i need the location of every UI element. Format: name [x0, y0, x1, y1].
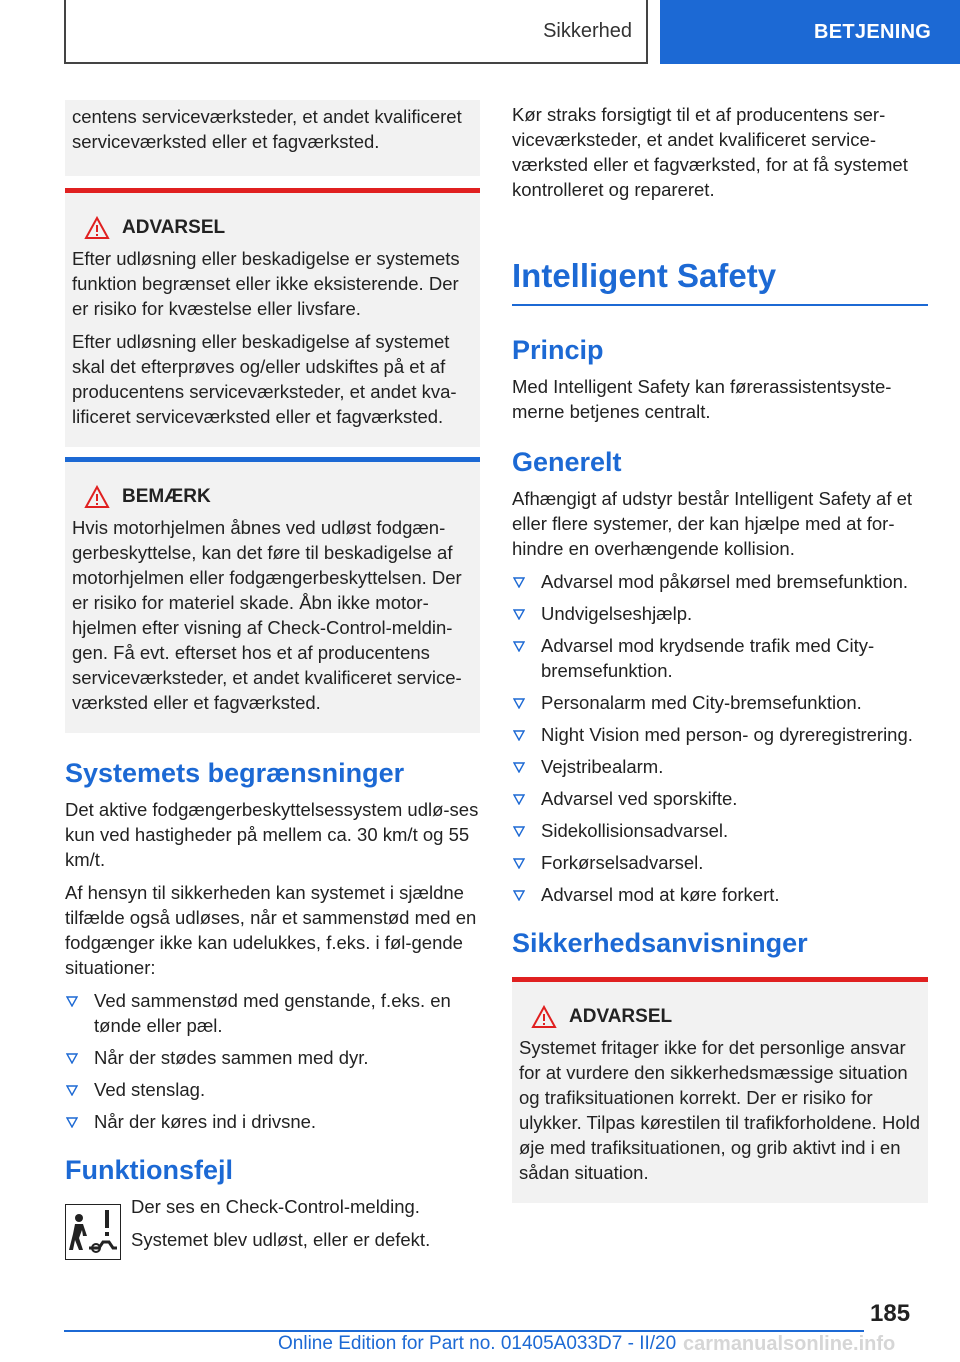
right-intro-text: Kør straks forsigtigt til et af producentens ser-viceværksteder, et andet kvalificeret service-værksted eller et fagværksted, for at få systemet kontrolleret og repareret.	[512, 104, 908, 200]
principle-heading: Princip	[512, 335, 604, 365]
limits-text-2: Af hensyn til sikkerheden kan systemet i sjældne tilfælde også udløses, når et sammenstød med en fodgænger ikke kan udelukkes, f.eks. i føl-gende situationer:	[65, 882, 477, 978]
bullet-triangle-icon	[66, 1052, 78, 1064]
bullet-triangle-icon	[513, 889, 525, 901]
header-section-label: Sikkerhed	[543, 19, 632, 42]
list-item-text: Når der stødes sammen med dyr.	[94, 1047, 369, 1068]
bullet-triangle-icon	[513, 640, 525, 652]
notice-box-text: Hvis motorhjelmen åbnes ved udløst fodgæn-gerbeskyttelse, kan det føre til beskadigelse af motorhjelmen eller fodgængerbeskyttelsen. Der er risiko for materiel skade. Åbn ikke motor-hjelmen efter visning af Check-Control-meldin-gen. Få evt. efterset hos et af producentens serviceværksteder, et andet kvalificeret service-værksted eller et fagværksted.	[72, 517, 462, 713]
list-item	[512, 601, 928, 626]
list-item-text: Advarsel mod at køre forkert.	[541, 884, 780, 905]
limits-list	[65, 988, 480, 1134]
list-item	[512, 786, 928, 811]
list-item	[512, 690, 928, 715]
fault-block	[65, 1194, 480, 1260]
list-item	[65, 1109, 480, 1134]
bullet-triangle-icon	[513, 576, 525, 588]
bullet-triangle-icon	[66, 1116, 78, 1128]
fault-text	[131, 1194, 430, 1260]
list-item	[512, 633, 928, 683]
notice-box	[65, 457, 480, 733]
notice-box-title: BEMÆRK	[122, 486, 211, 507]
warning-box-2-title: ADVARSEL	[569, 1006, 673, 1027]
bullet-triangle-icon	[513, 729, 525, 741]
list-item	[512, 569, 928, 594]
list-item	[512, 818, 928, 843]
list-item-text: Ved stenslag.	[94, 1079, 206, 1100]
list-item	[65, 1077, 480, 1102]
warning-box-1	[65, 188, 480, 447]
list-item-text: Vejstribealarm.	[541, 756, 664, 777]
warning-box-1-header	[84, 215, 473, 240]
warning-box-2	[512, 977, 928, 1203]
list-item	[512, 722, 928, 747]
page-title: Intelligent Safety	[512, 256, 928, 306]
general-heading: Generelt	[512, 447, 622, 477]
right-column	[512, 102, 928, 1213]
list-item	[512, 850, 928, 875]
limits-text-1: Det aktive fodgængerbeskyttelsessystem udlø-ses kun ved hastigheder på mellem ca. 30 km/t og 55 km/t.	[65, 799, 479, 870]
general-list	[512, 569, 928, 907]
list-item-text: Advarsel mod krydsende trafik med City-bremsefunktion.	[541, 635, 875, 681]
header-chapter-tab	[660, 0, 960, 64]
safety-heading: Sikkerhedsanvisninger	[512, 928, 808, 958]
notice-box-header	[84, 484, 473, 509]
warning-triangle-icon	[84, 216, 110, 240]
bullet-triangle-icon	[66, 995, 78, 1007]
list-item-text: Advarsel mod påkørsel med bremsefunktion.	[541, 571, 909, 592]
list-item-text: Sidekollisionsadvarsel.	[541, 820, 729, 841]
principle-text: Med Intelligent Safety kan førerassistentsyste-merne betjenes centralt.	[512, 376, 892, 422]
list-item	[512, 882, 928, 907]
list-item-text: Personalarm med City-bremsefunktion.	[541, 692, 862, 713]
header-chapter-label: BETJENING	[814, 20, 932, 43]
left-column	[65, 100, 480, 1260]
warning-triangle-icon	[84, 485, 110, 509]
list-item-text: Når der køres ind i drivsne.	[94, 1111, 317, 1132]
limits-heading: Systemets begrænsninger	[65, 758, 405, 788]
bullet-triangle-icon	[513, 608, 525, 620]
list-item-text: Night Vision med person- og dyreregistrering.	[541, 724, 913, 745]
footer-edition: Online Edition for Part no. 01405A033D7 - II/20	[278, 1333, 677, 1354]
list-item-text: Ved sammenstød med genstande, f.eks. en tønde eller pæl.	[94, 990, 451, 1036]
warning-box-1-title: ADVARSEL	[122, 217, 226, 238]
fault-text-1: Der ses en Check-Control-melding.	[131, 1196, 420, 1217]
list-item	[512, 754, 928, 779]
intro-text: centens serviceværksteder, et andet kvalificeret serviceværksted eller et fagværksted.	[72, 106, 462, 152]
bullet-triangle-icon	[513, 825, 525, 837]
bullet-triangle-icon	[513, 761, 525, 773]
warning-box-2-text: Systemet fritager ikke for det personlige ansvar for at vurdere den sikkerhedsmæssige situation og trafiksituationen korrekt. Der er risiko for ulykker. Tilpas kørestilen til trafikforholdene. Hold øje med trafiksituationen, og grib aktivt ind i en sådan situation.	[519, 1037, 921, 1183]
general-text: Afhængigt af udstyr består Intelligent Safety af et eller flere systemer, der kan hjælpe med at for-hindre en overhængende kollision.	[512, 488, 913, 559]
bullet-triangle-icon	[513, 793, 525, 805]
warning-box-2-header	[531, 1004, 921, 1029]
fault-heading: Funktionsfejl	[65, 1155, 233, 1185]
list-item	[65, 1045, 480, 1070]
footer-divider	[64, 1330, 864, 1332]
warning-box-1-text-2: Efter udløsning eller beskadigelse af systemet skal det efterprøves og/eller udskiftes på et af producentens serviceværksteder, et andet kva-lificeret serviceværksted eller et fagværksted.	[72, 331, 457, 427]
page-number: 185	[870, 1300, 911, 1327]
list-item-text: Forkørselsadvarsel.	[541, 852, 704, 873]
bullet-triangle-icon	[513, 697, 525, 709]
header-section-tab	[64, 0, 648, 64]
fault-text-2: Systemet blev udløst, eller er defekt.	[131, 1229, 431, 1250]
bullet-triangle-icon	[66, 1084, 78, 1096]
intro-continued-box	[65, 100, 480, 176]
list-item-text: Advarsel ved sporskifte.	[541, 788, 738, 809]
watermark: carmanualsonline.info	[683, 1333, 896, 1355]
warning-triangle-icon	[531, 1005, 557, 1029]
list-item	[65, 988, 480, 1038]
pedestrian-protection-icon	[65, 1204, 121, 1260]
list-item-text: Undvigelseshjælp.	[541, 603, 693, 624]
warning-box-1-text-1: Efter udløsning eller beskadigelse er systemets funktion begrænset eller ikke eksisterende. Der er risiko for kvæstelse eller livsfare.	[72, 248, 460, 319]
bullet-triangle-icon	[513, 857, 525, 869]
